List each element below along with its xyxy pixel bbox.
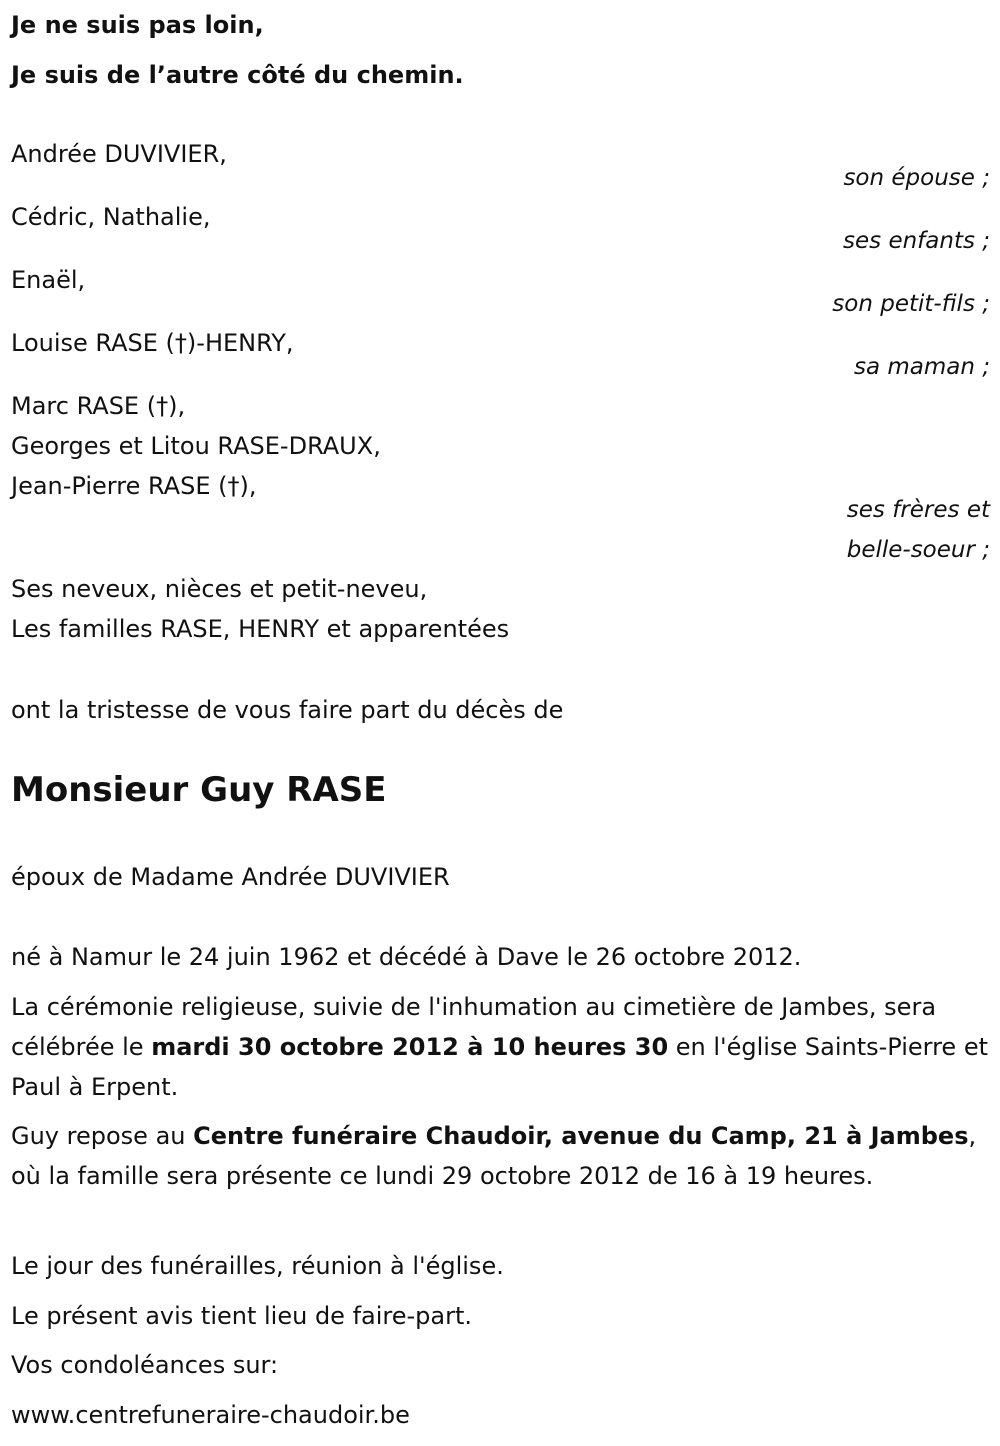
family-relation: ses frères et <box>846 497 990 523</box>
spouse-line: époux de Madame Andrée DUVIVIER <box>11 863 450 891</box>
ceremony-location: en l'église Saints-Pierre et Paul à Erpent. <box>11 1033 989 1101</box>
funeral-home-address: Centre funéraire Chaudoir, avenue du Camp, 21 à Jambes <box>193 1122 969 1150</box>
ceremony-datetime: mardi 30 octobre 2012 à 10 heures 30 <box>151 1033 669 1061</box>
repose-paragraph <box>11 1116 989 1196</box>
notice-line: Le présent avis tient lieu de faire-part. <box>11 1302 473 1330</box>
deceased-name: Monsieur Guy RASE <box>11 770 387 810</box>
ceremony-paragraph <box>11 987 989 1107</box>
family-relation: ses enfants ; <box>843 228 990 254</box>
condolences-website-link[interactable]: www.centrefuneraire-chaudoir.be <box>11 1401 410 1429</box>
ceremony-text: La cérémonie religieuse, suivie de l'inhumation au cimetière de Jambes, sera célébrée le <box>11 993 937 1061</box>
announcement-text: ont la tristesse de vous faire part du décès de <box>11 696 564 724</box>
family-name: Marc RASE (†), <box>11 392 186 420</box>
family-name: Enaël, <box>11 266 86 294</box>
birth-death-line: né à Namur le 24 juin 1962 et décédé à Dave le 26 octobre 2012. <box>11 943 802 971</box>
family-relation: belle-soeur ; <box>846 537 990 563</box>
meeting-line: Le jour des funérailles, réunion à l'église. <box>11 1252 504 1280</box>
relatives-line-1: Ses neveux, nièces et petit-neveu, <box>11 575 428 603</box>
epigraph-line-1: Je ne suis pas loin, <box>11 11 264 39</box>
visitation-hours: , où la famille sera présente ce lundi 29 octobre 2012 de 16 à 19 heures. <box>11 1122 977 1190</box>
family-name: Georges et Litou RASE-DRAUX, <box>11 432 381 460</box>
relatives-line-2: Les familles RASE, HENRY et apparentées <box>11 615 510 643</box>
epigraph-line-2: Je suis de l’autre côté du chemin. <box>11 61 464 89</box>
repose-text: Guy repose au <box>11 1122 194 1150</box>
family-name: Jean-Pierre RASE (†), <box>11 472 257 500</box>
family-relation: son petit-fils ; <box>832 291 990 317</box>
family-relation: sa maman ; <box>853 354 990 380</box>
family-name: Andrée DUVIVIER, <box>11 140 227 168</box>
condolences-label: Vos condoléances sur: <box>11 1351 279 1379</box>
family-relation: son épouse ; <box>843 165 990 191</box>
family-name: Louise RASE (†)-HENRY, <box>11 329 294 357</box>
family-name: Cédric, Nathalie, <box>11 203 211 231</box>
